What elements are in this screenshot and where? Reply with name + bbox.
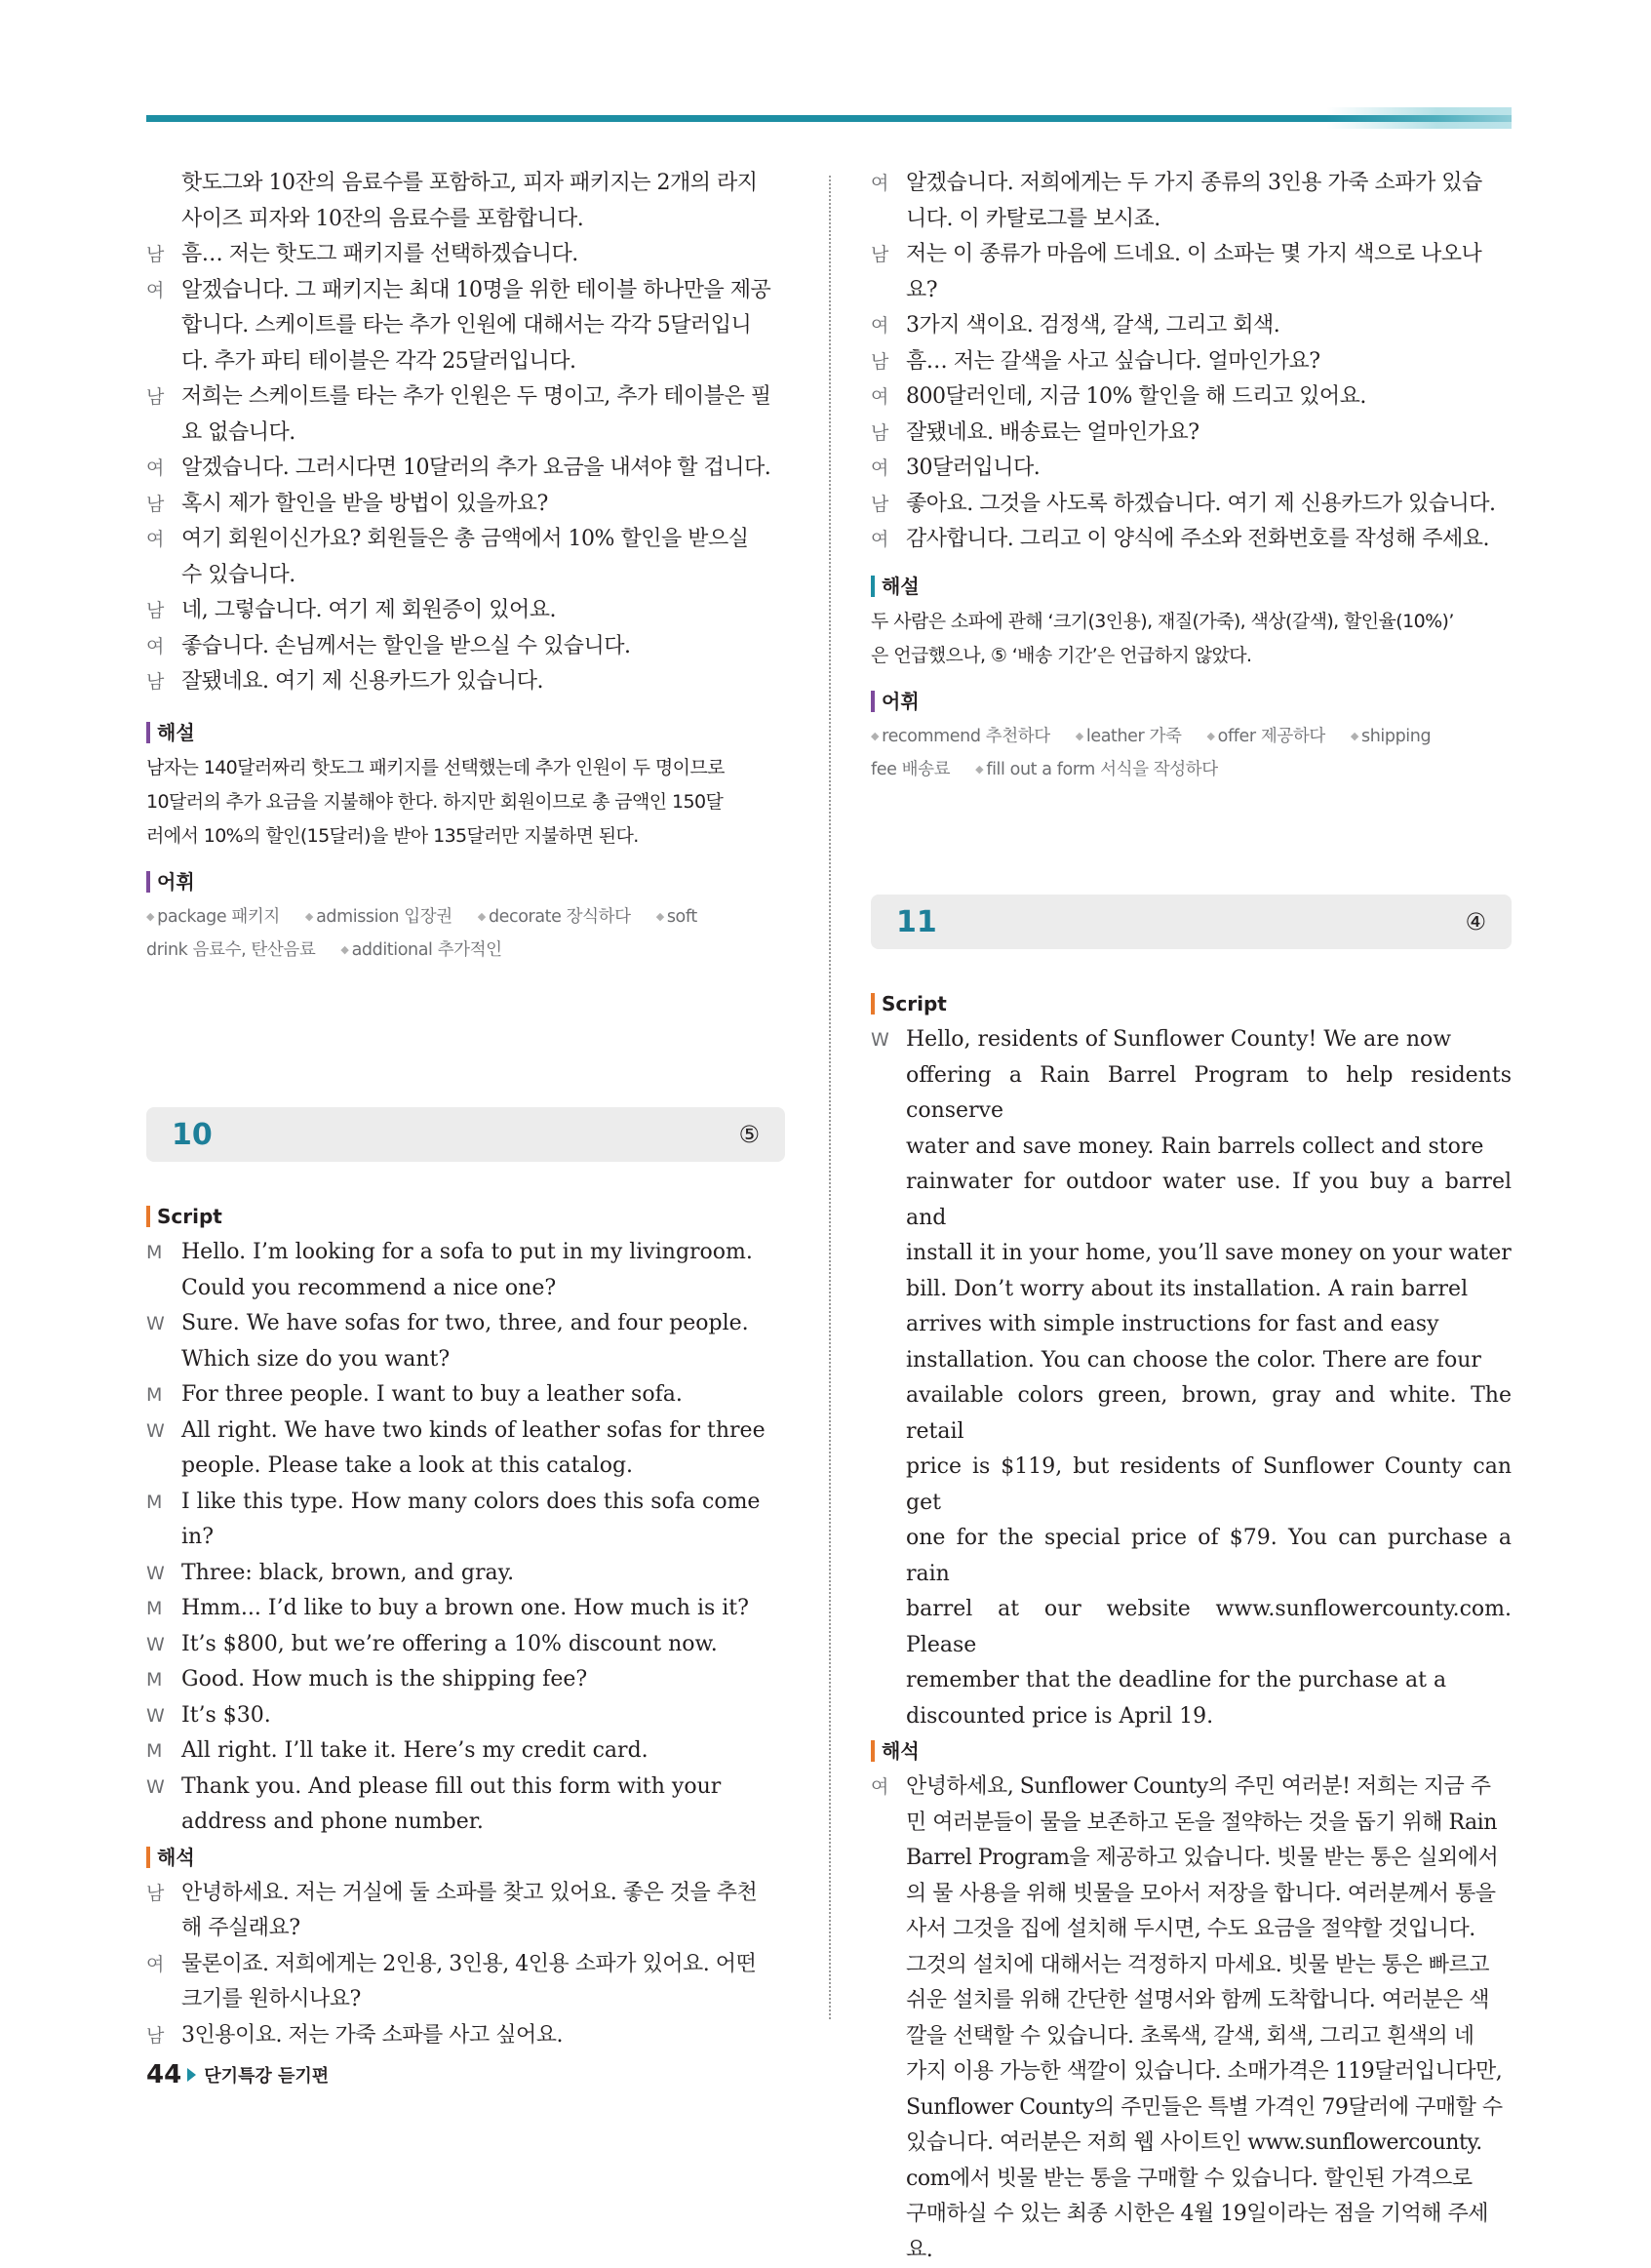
speaker-label: W bbox=[146, 1562, 165, 1584]
speaker-label: M bbox=[146, 1740, 163, 1762]
dialogue-text: 의 물 사용을 위해 빗물을 모아서 저장을 합니다. 여러분께서 통을 bbox=[906, 1881, 1496, 1906]
dialogue-text: Good. How much is the shipping fee? bbox=[181, 1667, 588, 1691]
vocab-item bbox=[656, 907, 697, 927]
dialogue-text: installation. You can choose the color. There are four bbox=[906, 1347, 1481, 1373]
speaker-label: 여 bbox=[871, 1776, 889, 1798]
dialogue-line bbox=[871, 1592, 1512, 1663]
speaker-label: 여 bbox=[871, 386, 889, 408]
dialogue-text: offering a Rain Barrel Program to help residents conserve bbox=[906, 1062, 1512, 1123]
dialogue-line bbox=[871, 2162, 1512, 2198]
dialogue-text: 요 없습니다. bbox=[181, 419, 295, 445]
explanation-line: 10달러의 추가 요금을 지불해야 한다. 하지만 회원이므로 총 금액인 150달 bbox=[146, 790, 724, 813]
dialogue-line bbox=[871, 2054, 1512, 2090]
speaker-label: 남 bbox=[146, 2024, 165, 2047]
speaker-label: 남 bbox=[146, 386, 165, 408]
dialogue-text: 수 있습니다. bbox=[181, 562, 295, 587]
dialogue-text: discounted price is April 19. bbox=[906, 1703, 1214, 1729]
dialogue-text: 안녕하세요. 저는 거실에 둘 소파를 찾고 있어요. 좋은 것을 추천 bbox=[181, 1880, 758, 1905]
vocab-list bbox=[871, 720, 1512, 786]
dialogue-text: com에서 빗물 받는 통을 구매할 수 있습니다. 할인된 가격으로 bbox=[906, 2166, 1473, 2191]
dialogue-text: 요? bbox=[906, 277, 938, 302]
vocab-text: decorate 장식하다 bbox=[488, 906, 631, 927]
dialogue-line bbox=[146, 1235, 785, 1271]
speaker-label: 남 bbox=[871, 493, 889, 515]
dialogue-text: 좋습니다. 손님께서는 할인을 받으실 수 있습니다. bbox=[181, 633, 631, 658]
dialogue-line bbox=[871, 487, 1512, 523]
dialogue-line bbox=[871, 1699, 1512, 1735]
dialogue-text: barrel at our website www.sunflowercounty.com. Please bbox=[906, 1597, 1512, 1657]
dialogue-text: available colors green, brown, gray and white. The retail bbox=[906, 1383, 1512, 1444]
speaker-label: 남 bbox=[146, 671, 165, 693]
speaker-label: 남 bbox=[146, 1882, 165, 1904]
vocab-text: fee 배송료 bbox=[871, 759, 951, 779]
dialogue-line bbox=[146, 1556, 785, 1592]
vocab-row bbox=[871, 720, 1512, 753]
dialogue-text: 알겠습니다. 저희에게는 두 가지 종류의 3인용 가죽 소파가 있습 bbox=[906, 171, 1482, 195]
speaker-label: M bbox=[146, 1491, 163, 1513]
explanation-line: 두 사람은 소파에 관해 ‘크기(3인용), 재질(가죽), 색상(갈색), 할인율(10%)’ bbox=[871, 610, 1454, 632]
dialogue-text: Which size do you want? bbox=[181, 1346, 451, 1372]
vocab-item bbox=[340, 940, 501, 960]
dialogue-line bbox=[871, 1806, 1512, 1842]
dialogue-line bbox=[871, 2019, 1512, 2055]
dialogue-text: For three people. I want to buy a leather sofa. bbox=[181, 1382, 683, 1407]
speaker-label: 남 bbox=[146, 600, 165, 621]
vocab-text: admission 입장권 bbox=[316, 906, 452, 927]
dialogue-text: Could you recommend a nice one? bbox=[181, 1275, 557, 1300]
page-number: 44 bbox=[146, 2060, 182, 2089]
dialogue-text: water and save money. Rain barrels collect and store bbox=[906, 1134, 1484, 1159]
dialogue-line bbox=[146, 166, 785, 202]
dialogue-text: Three: black, brown, and gray. bbox=[181, 1560, 515, 1585]
dialogue-text: 흠… 저는 갈색을 사고 싶습니다. 얼마인가요? bbox=[906, 348, 1320, 374]
dialogue-line bbox=[871, 202, 1512, 238]
dialogue-line bbox=[146, 522, 785, 558]
dialogue-text: bill. Don’t worry about its installation. A rain barrel bbox=[906, 1276, 1469, 1301]
vocab-text: drink 음료수, 탄산음료 bbox=[146, 939, 316, 960]
dialogue-line bbox=[871, 1236, 1512, 1272]
speaker-label: W bbox=[871, 1029, 889, 1051]
dialogue-text: 합니다. 스케이트를 타는 추가 인원에 대해서는 각각 5달러입니 bbox=[181, 313, 752, 338]
question-10-header bbox=[146, 1107, 785, 1162]
dialogue-text: 니다. 이 카탈로그를 보시죠. bbox=[906, 206, 1160, 231]
bullet-icon: ◆ bbox=[975, 762, 987, 776]
dialogue-line bbox=[146, 593, 785, 629]
dialogue-text: 저는 이 종류가 마음에 드네요. 이 소파는 몇 가지 색으로 나오나 bbox=[906, 242, 1482, 266]
dialogue-line bbox=[871, 1663, 1512, 1699]
question-number: 10 bbox=[172, 1117, 213, 1152]
vocab-text: fill out a form 서식을 작성하다 bbox=[986, 759, 1218, 779]
dialogue-line bbox=[146, 1733, 785, 1770]
dialogue-text: 여기 회원이신가요? 회원들은 총 금액에서 10% 할인을 받으실 bbox=[181, 527, 749, 551]
dialogue-line bbox=[146, 202, 785, 238]
dialogue-line bbox=[871, 1022, 1512, 1058]
dialogue-text: 3가지 색이요. 검정색, 갈색, 그리고 회색. bbox=[906, 313, 1280, 338]
dialogue-line bbox=[871, 2126, 1512, 2162]
dialogue-line bbox=[871, 1343, 1512, 1379]
speaker-label: W bbox=[146, 1313, 165, 1334]
speaker-label: 남 bbox=[871, 244, 889, 265]
dialogue-line bbox=[146, 1485, 785, 1556]
dialogue-line bbox=[146, 451, 785, 487]
dialogue-text: 알겠습니다. 그러시다면 10달러의 추가 요금을 내셔야 할 겁니다. bbox=[181, 456, 771, 480]
vocab-item bbox=[305, 907, 452, 927]
speaker-label: 남 bbox=[146, 244, 165, 265]
translation-label: 해석 bbox=[871, 1740, 1512, 1762]
dialogue-text: 좋아요. 그것을 사도록 하겠습니다. 여기 제 신용카드가 있습니다. bbox=[906, 491, 1496, 516]
vocab-item bbox=[478, 907, 631, 927]
explanation-line: 러에서 10%의 할인(15달러)을 받아 135달러만 지불하면 된다. bbox=[146, 824, 639, 847]
dialogue-text: Hello, residents of Sunflower County! We are now bbox=[906, 1027, 1452, 1052]
q10-translation bbox=[146, 1876, 785, 2054]
vocab-text: leather 가죽 bbox=[1085, 726, 1182, 746]
speaker-label: 여 bbox=[146, 1953, 165, 1975]
dialogue-line bbox=[146, 1413, 785, 1450]
vocab-row bbox=[146, 900, 785, 934]
vocab-item bbox=[146, 907, 280, 927]
column-divider bbox=[829, 176, 831, 2019]
dialogue-text: All right. We have two kinds of leather sofas for three bbox=[181, 1417, 766, 1443]
dialogue-text: people. Please take a look at this catalog. bbox=[181, 1453, 634, 1478]
q11-script bbox=[871, 1022, 1512, 1734]
dialogue-line bbox=[146, 1805, 785, 1841]
dialogue-line bbox=[871, 1272, 1512, 1308]
dialogue-text: Sunflower County의 주민들은 특별 가격인 79달러에 구매할 수 bbox=[906, 2094, 1503, 2120]
explanation-line: 남자는 140달러짜리 핫도그 패키지를 선택했는데 추가 인원이 두 명이므로 bbox=[146, 756, 725, 778]
dialogue-line bbox=[146, 1876, 785, 1912]
dialogue-line bbox=[146, 1271, 785, 1307]
dialogue-text: I like this type. How many colors does this sofa come in? bbox=[181, 1489, 761, 1549]
dialogue-text: 3인용이요. 저는 가죽 소파를 사고 싶어요. bbox=[181, 2022, 563, 2048]
vocab-item bbox=[146, 940, 315, 960]
dialogue-line bbox=[146, 629, 785, 665]
dialogue-text: It’s $30. bbox=[181, 1702, 271, 1728]
speaker-label: M bbox=[146, 1598, 163, 1619]
dialogue-text: 다. 추가 파티 테이블은 각각 25달러입니다. bbox=[181, 348, 576, 374]
vocab-item bbox=[1207, 727, 1325, 746]
dialogue-line bbox=[871, 1307, 1512, 1343]
question-11-body bbox=[871, 979, 1512, 2268]
speaker-label: M bbox=[146, 1669, 163, 1691]
speaker-label: 여 bbox=[871, 529, 889, 550]
speaker-label: 여 bbox=[871, 173, 889, 194]
vocab-label: 어휘 bbox=[146, 871, 785, 893]
dialogue-line bbox=[871, 1378, 1512, 1450]
dialogue-text: 네, 그렇습니다. 여기 제 회원증이 있어요. bbox=[181, 598, 556, 622]
dialogue-line bbox=[871, 237, 1512, 273]
dialogue-text: 흠… 저는 핫도그 패키지를 선택하겠습니다. bbox=[181, 242, 578, 266]
dialogue-text: 사서 그것을 집에 설치해 두시면, 수도 요금을 절약할 것입니다. bbox=[906, 1917, 1475, 1941]
dialogue-text: 사이즈 피자와 10잔의 음료수를 포함합니다. bbox=[181, 206, 584, 231]
dialogue-line bbox=[146, 1662, 785, 1698]
dialogue-line bbox=[871, 308, 1512, 344]
dialogue-line bbox=[146, 1449, 785, 1485]
speaker-label: 여 bbox=[871, 315, 889, 337]
dialogue-text: Sure. We have sofas for two, three, and four people. bbox=[181, 1311, 749, 1335]
vocab-text: shipping bbox=[1361, 726, 1432, 746]
speaker-label: M bbox=[146, 1242, 163, 1263]
dialogue-text: price is $119, but residents of Sunflower County can get bbox=[906, 1454, 1512, 1515]
speaker-label: 여 bbox=[146, 458, 165, 479]
dialogue-text: address and phone number. bbox=[181, 1810, 484, 1834]
dialogue-text: 잘됐네요. 배송료는 얼마인가요? bbox=[906, 419, 1199, 445]
dialogue-line bbox=[146, 2018, 785, 2054]
dialogue-text: 물론이죠. 저희에게는 2인용, 3인용, 4인용 소파가 있어요. 어떤 bbox=[181, 1951, 757, 1976]
dialogue-line bbox=[146, 1911, 785, 1947]
explanation-line: 은 언급했으나, ⑤ ‘배송 기간’은 언급하지 않았다. bbox=[871, 644, 1252, 666]
dialogue-line bbox=[146, 273, 785, 309]
dialogue-text: remember that the deadline for the purchase at a bbox=[906, 1668, 1447, 1692]
script-label: Script bbox=[871, 993, 1512, 1015]
dialogue-text: 잘됐네요. 여기 제 신용카드가 있습니다. bbox=[181, 669, 543, 694]
dialogue-text: 가지 이용 가능한 색깔이 있습니다. 소매가격은 119달러입니다만, bbox=[906, 2059, 1503, 2084]
dialogue-line bbox=[871, 1521, 1512, 1592]
dialogue-line bbox=[146, 1306, 785, 1342]
bullet-icon: ◆ bbox=[1206, 729, 1218, 742]
vocab-text: additional 추가적인 bbox=[351, 939, 502, 960]
dialogue-text: 크기를 원하시나요? bbox=[181, 1987, 361, 2011]
vocab-row bbox=[146, 934, 785, 967]
dialogue-text: Hmm... I’d like to buy a brown one. How much is it? bbox=[181, 1596, 749, 1620]
speaker-label: 남 bbox=[146, 493, 165, 515]
footer-arrow-icon bbox=[187, 2068, 196, 2082]
translation-label: 해석 bbox=[146, 1847, 785, 1868]
speaker-label: 남 bbox=[871, 350, 889, 373]
dialogue-line bbox=[146, 1982, 785, 2018]
dialogue-text: Hello. I’m looking for a sofa to put in my livingroom. bbox=[181, 1240, 753, 1264]
vocab-item bbox=[871, 727, 1050, 746]
dialogue-line bbox=[871, 1877, 1512, 1913]
answer-mark: ④ bbox=[1465, 908, 1486, 935]
dialogue-line bbox=[146, 1770, 785, 1806]
book-title: 단기특강 듣기편 bbox=[204, 2066, 330, 2087]
dialogue-text: 감사합니다. 그리고 이 양식에 주소와 전화번호를 작성해 주세요. bbox=[906, 527, 1489, 551]
speaker-label: W bbox=[146, 1704, 165, 1727]
vocab-item bbox=[1351, 727, 1431, 746]
dialogue-text: 안녕하세요, Sunflower County의 주민 여러분! 저희는 지금 주 bbox=[906, 1774, 1491, 1799]
bullet-icon: ◆ bbox=[871, 729, 883, 742]
left-top-dialogue bbox=[146, 166, 785, 700]
dialogue-line bbox=[871, 166, 1512, 202]
dialogue-line bbox=[146, 1627, 785, 1663]
dialogue-line bbox=[871, 273, 1512, 309]
script-label: Script bbox=[146, 1206, 785, 1227]
dialogue-line bbox=[871, 1165, 1512, 1236]
speaker-label: 여 bbox=[146, 279, 165, 301]
dialogue-line bbox=[146, 664, 785, 700]
top-rule-accent bbox=[1326, 107, 1512, 129]
dialogue-line bbox=[146, 237, 785, 273]
vocab-text: package 패키지 bbox=[157, 906, 280, 927]
dialogue-text: All right. I’ll take it. Here’s my credit card. bbox=[181, 1738, 649, 1763]
bullet-icon: ◆ bbox=[146, 909, 158, 923]
speaker-label: 남 bbox=[871, 421, 889, 444]
vocab-label: 어휘 bbox=[871, 691, 1512, 712]
dialogue-text: 민 여러분들이 물을 보존하고 돈을 절약하는 것을 돕기 위해 Rain bbox=[906, 1810, 1497, 1835]
dialogue-line bbox=[871, 1770, 1512, 1806]
dialogue-text: rainwater for outdoor water use. If you buy a barrel and bbox=[906, 1170, 1512, 1230]
dialogue-line bbox=[146, 1947, 785, 1983]
dialogue-line bbox=[146, 558, 785, 594]
dialogue-line bbox=[146, 416, 785, 452]
explanation-text bbox=[871, 605, 1512, 673]
vocab-item bbox=[1076, 727, 1182, 746]
dialogue-line bbox=[146, 487, 785, 523]
bullet-icon: ◆ bbox=[655, 909, 667, 923]
vocab-text: soft bbox=[666, 906, 697, 927]
dialogue-text: Thank you. And please fill out this form with your bbox=[181, 1773, 722, 1799]
dialogue-line bbox=[871, 1450, 1512, 1521]
dialogue-line bbox=[146, 308, 785, 344]
right-top-dialogue bbox=[871, 166, 1512, 558]
dialogue-text: 그것의 설치에 대해서는 걱정하지 마세요. 빗물 받는 통은 빠르고 bbox=[906, 1952, 1489, 1977]
dialogue-line bbox=[146, 1591, 785, 1627]
vocab-list bbox=[146, 900, 785, 967]
speaker-label: W bbox=[146, 1775, 165, 1798]
dialogue-text: Barrel Program을 제공하고 있습니다. 빗물 받는 통은 실외에서 bbox=[906, 1846, 1499, 1870]
dialogue-line bbox=[871, 2090, 1512, 2127]
dialogue-text: 깔을 선택할 수 있습니다. 초록색, 갈색, 회색, 그리고 흰색의 네 bbox=[906, 2023, 1474, 2049]
dialogue-text: 알겠습니다. 그 패키지는 최대 10명을 위한 테이블 하나만을 제공 bbox=[181, 277, 771, 302]
dialogue-text: 혹시 제가 할인을 받을 방법이 있을까요? bbox=[181, 491, 548, 516]
vocab-item bbox=[871, 760, 950, 779]
left-column bbox=[146, 166, 785, 967]
dialogue-text: 30달러입니다. bbox=[906, 456, 1041, 480]
bullet-icon: ◆ bbox=[304, 909, 317, 923]
dialogue-text: install it in your home, you’ll save money on your water bbox=[906, 1241, 1512, 1265]
vocab-item bbox=[975, 760, 1218, 779]
bullet-icon: ◆ bbox=[1075, 729, 1086, 742]
speaker-label: 여 bbox=[146, 529, 165, 550]
dialogue-line bbox=[871, 522, 1512, 558]
q11-translation bbox=[871, 1770, 1512, 2268]
bullet-icon: ◆ bbox=[477, 909, 489, 923]
speaker-label: W bbox=[146, 1633, 165, 1655]
dialogue-line bbox=[871, 451, 1512, 487]
dialogue-line bbox=[871, 1058, 1512, 1130]
top-rule bbox=[146, 115, 1512, 122]
dialogue-line bbox=[871, 1841, 1512, 1877]
dialogue-text: 쉬운 설치를 위해 간단한 설명서와 함께 도착합니다. 여러분은 색 bbox=[906, 1988, 1489, 2012]
question-11-header bbox=[871, 895, 1512, 949]
bullet-icon: ◆ bbox=[1350, 729, 1362, 742]
dialogue-line bbox=[871, 1948, 1512, 1984]
speaker-label: M bbox=[146, 1384, 163, 1406]
q10-script bbox=[146, 1235, 785, 1841]
vocab-text: recommend 추천하다 bbox=[882, 726, 1050, 746]
dialogue-text: 800달러인데, 지금 10% 할인을 해 드리고 있어요. bbox=[906, 384, 1366, 409]
dialogue-text: It’s $800, but we’re offering a 10% discount now. bbox=[181, 1631, 718, 1656]
dialogue-line bbox=[871, 1983, 1512, 2019]
dialogue-text: 저희는 스케이트를 타는 추가 인원은 두 명이고, 추가 테이블은 필 bbox=[181, 384, 771, 409]
dialogue-text: one for the special price of $79. You can purchase a rain bbox=[906, 1526, 1512, 1586]
dialogue-text: 핫도그와 10잔의 음료수를 포함하고, 피자 패키지는 2개의 라지 bbox=[181, 171, 758, 195]
dialogue-text: arrives with simple instructions for fast and easy bbox=[906, 1312, 1439, 1336]
explanation-label: 해설 bbox=[146, 722, 785, 743]
speaker-label: W bbox=[146, 1419, 165, 1442]
speaker-label: 여 bbox=[871, 458, 889, 479]
speaker-label: 여 bbox=[146, 635, 165, 657]
dialogue-line bbox=[871, 344, 1512, 380]
dialogue-line bbox=[871, 1912, 1512, 1948]
dialogue-text: 구매하실 수 있는 최종 시한은 4월 19일이라는 점을 기억해 주세요. bbox=[906, 2202, 1488, 2262]
dialogue-line bbox=[146, 379, 785, 416]
dialogue-line bbox=[871, 379, 1512, 416]
answer-mark: ⑤ bbox=[738, 1121, 760, 1148]
page-footer bbox=[146, 2060, 329, 2089]
bullet-icon: ◆ bbox=[340, 942, 352, 956]
dialogue-line bbox=[146, 1342, 785, 1378]
dialogue-line bbox=[146, 344, 785, 380]
question-number: 11 bbox=[896, 904, 937, 939]
dialogue-line bbox=[146, 1698, 785, 1734]
dialogue-line bbox=[871, 2197, 1512, 2268]
dialogue-line bbox=[871, 1130, 1512, 1166]
right-column bbox=[871, 166, 1512, 786]
dialogue-text: 있습니다. 여러분은 저희 웹 사이트인 www.sunflowercounty. bbox=[906, 2130, 1482, 2155]
vocab-row bbox=[871, 753, 1512, 786]
explanation-text bbox=[146, 751, 785, 854]
explanation-label: 해설 bbox=[871, 576, 1512, 597]
dialogue-line bbox=[146, 1377, 785, 1413]
dialogue-line bbox=[871, 416, 1512, 452]
dialogue-text: 해 주실래요? bbox=[181, 1916, 300, 1940]
question-10-body bbox=[146, 1192, 785, 2053]
vocab-text: offer 제공하다 bbox=[1217, 726, 1325, 746]
